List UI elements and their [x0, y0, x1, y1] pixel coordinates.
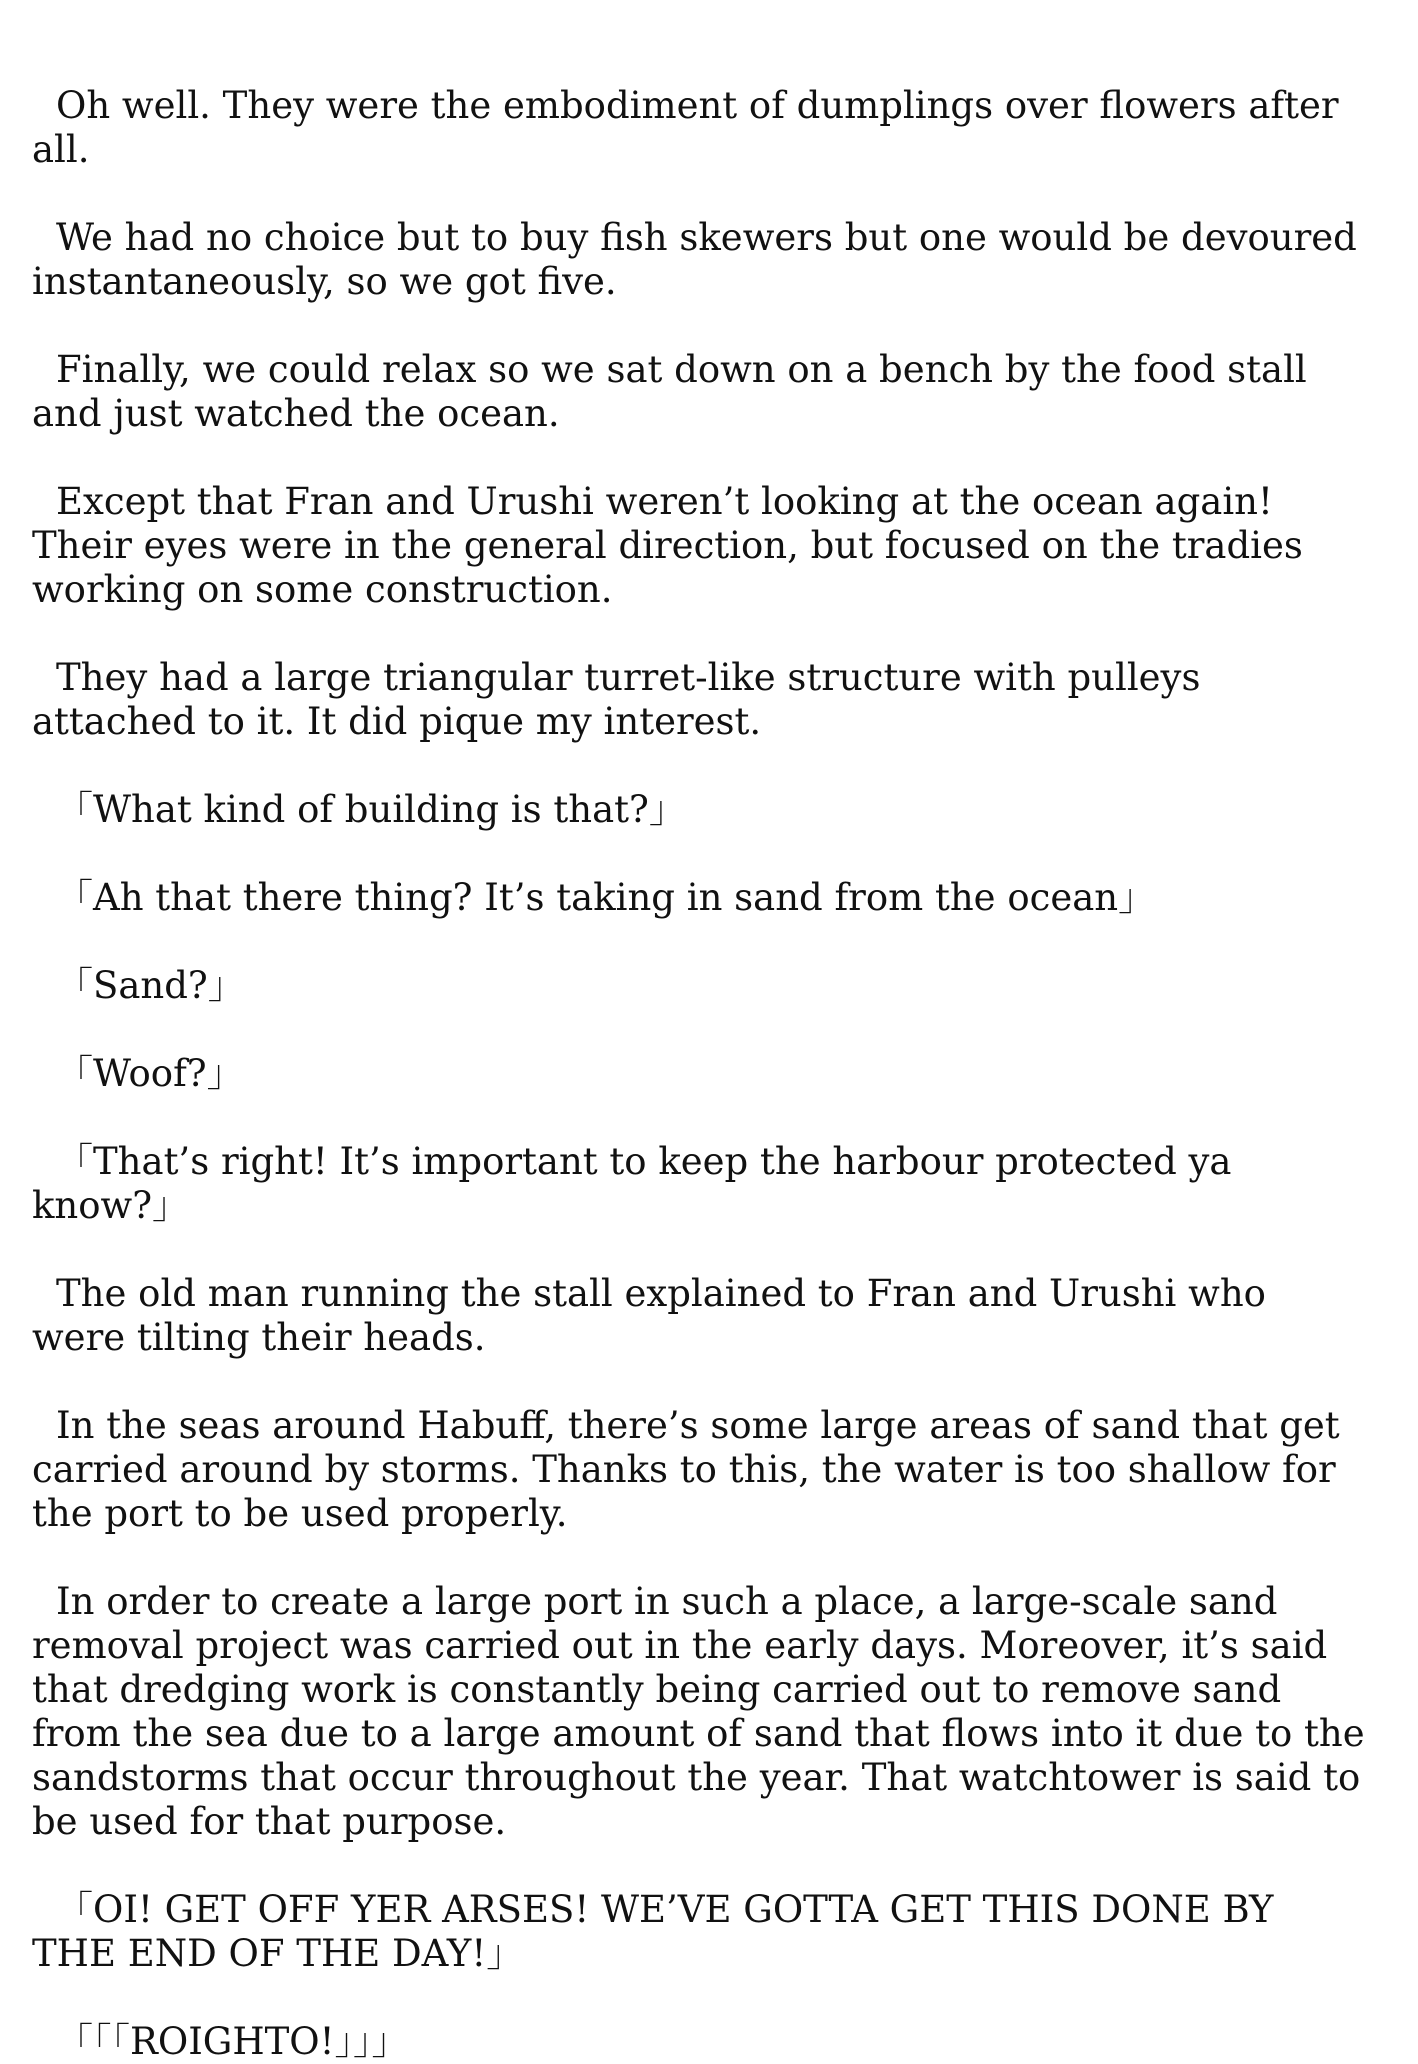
paragraph-3: Finally, we could relax so we sat down on a bench by the food stall and just watched the ocean. — [32, 348, 1307, 435]
dialogue-line-6: 「OI! GET OFF YER ARSES! WE’VE GOTTA GET THIS DONE BY THE END OF THE DAY!」 — [32, 1888, 1274, 1975]
dialogue-line-2: 「Ah that there thing? It’s taking in sand from the ocean」 — [56, 876, 1156, 919]
paragraph-5: They had a large triangular turret-like structure with pulleys attached to it. It did pique my interest. — [32, 656, 1201, 743]
dialogue-line-3: 「Sand?」 — [56, 964, 245, 1007]
paragraph-8: In order to create a large port in such a place, a large-scale sand removal project was carried out in the early days. Moreover, it’s said that dredging work is constantly being carried out to remove sand from the sea due to a large amount of sand that flows into it due to the sandstorms that occur throughout the year. That watchtower is said to be used for that purpose. — [32, 1580, 1365, 1843]
dialogue-line-7: 「「「ROIGHTO!」」」 — [56, 2020, 409, 2063]
dialogue-line-5: 「That’s right! It’s important to keep the harbour protected ya know?」 — [32, 1140, 1232, 1227]
paragraph-1: Oh well. They were the embodiment of dumplings over flowers after all. — [32, 84, 1339, 171]
paragraph-4: Except that Fran and Urushi weren’t looking at the ocean again! Their eyes were in the general direction, but focused on the tradies working on some construction. — [32, 480, 1303, 611]
paragraph-2: We had no choice but to buy fish skewers but one would be devoured instantaneously, so we got five. — [32, 216, 1357, 303]
dialogue-line-1: 「What kind of building is that?」 — [56, 788, 686, 831]
paragraph-6: The old man running the stall explained to Fran and Urushi who were tilting their heads. — [32, 1272, 1266, 1359]
paragraph-7: In the seas around Habuff, there’s some large areas of sand that get carried around by storms. Thanks to this, the water is too shallow for the port to be used properly. — [32, 1404, 1340, 1535]
dialogue-line-4: 「Woof?」 — [56, 1052, 244, 1095]
